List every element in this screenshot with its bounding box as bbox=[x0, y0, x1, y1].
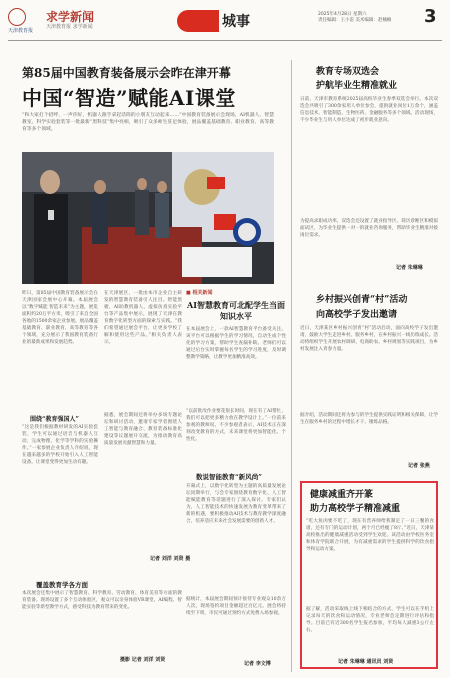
bottom-left-body: 本次展会还集中展示了智慧教育、科学教育、劳动教育、体育美育等方面的教育装备。现场设置了多个互动体验区，观众可以亲身体验VR课堂、AI编程、智能实验等新型教学方式，感受科技为教育带来的变化。 bbox=[22, 591, 182, 610]
highlight-title-b: 助力高校学子精准减重 bbox=[310, 504, 401, 514]
lead-intro: “和大家打个招呼，一声你好，机器人跟手拿起话筒的小朋友互动起来……”中国教育装备展示会现场，AI机器人、智慧教室、科学实验套装等一批最新“黑科技”集中亮相，吸引了众多师生驻足体验，展品覆盖基础教育、职业教育、高等教育等多个领域。 bbox=[22, 113, 274, 132]
lead-title: 中国“智造”赋能AI课堂 bbox=[22, 86, 236, 110]
exhibition-photo bbox=[22, 152, 274, 284]
lead-body-col1: 昨日，第85届中国教育装备展示会在天津国家会展中心开幕。本届展会以“数字赋能 智造未来”为主题，展览面积约20万平方米，吸引了来自全国各地的1500余家企业参展。展品覆盖基础教育、职业教育、高等教育等各个领域，充分展示了我国教育装备行业的最新成果和发展趋势。 bbox=[22, 291, 98, 345]
editor-info: 责任编辑：王小雷 美术编辑：赵楠楠 bbox=[318, 18, 392, 23]
lead-body-col2b: 据悉，展会期间还将举办多场专题论坛和研讨活动，邀请专家学者围绕人工智能与教育融合、教育装备标准化建设等议题展开交流，为推动教育高质量发展贡献智慧和力量。 bbox=[104, 413, 182, 446]
column-divider bbox=[291, 60, 292, 672]
right-top-title-a: 教育专场双选会 bbox=[316, 67, 380, 77]
right-mid-title-a: 乡村振兴创青“村”活动 bbox=[316, 295, 408, 305]
date-info: 2025年4月28日 星期六 bbox=[318, 12, 367, 17]
highlight-title-a: 健康减重齐开篆 bbox=[310, 490, 374, 500]
middle-body-1: 在本届展会上，一款AI智慧教育平台备受关注。该平台可以根据学生的学习情况，自动生成个性化的学习方案，帮助学生查漏补缺。老师们可以通过后台实时掌握每名学生的学习进度，及时调整教学策略，让教学更加精准高效。 bbox=[186, 327, 286, 360]
lead-photo bbox=[22, 152, 274, 284]
bottom-left-subhead: 覆盖教育学各方面 bbox=[36, 581, 88, 589]
lead-byline: 记者 刘洋 刘贤 摄 bbox=[150, 556, 191, 562]
highlight-body: “吃大鱼肉要不吃了，现在有营养师给我制定了一日三餐的食谱，还有专门的运动计划，两个月已经瘦了8斤。”近日，天津某高校推出的健康减重活动受到学生欢迎。该活动由学校医务室和体育学院联合开展，为有减重需求的学生提供科学的饮食指导和运动方案。 bbox=[306, 519, 434, 552]
header-rule bbox=[8, 40, 442, 41]
paper-subtitle: 天津教育报 求学新闻 bbox=[46, 24, 93, 30]
related-news-tag: ■ 相关新闻 bbox=[186, 290, 213, 296]
highlight-body-2: 据了解，活动采取线上线下相结合的方式，学生可以在手机上记录每天的饮食和运动情况，专业老师会定期进行评估和指导。目前已有近300名学生报名参加，平均每人减重3公斤左右。 bbox=[306, 607, 434, 633]
center-body: 开幕式上，以数字化转型为主题的高质量发展论坛同期举行，与会专家围绕教育数字化、人工智能赋能教育等话题进行了深入探讨。专家们认为，人工智能技术的快速发展为教育变革带来了新的机遇，要积极推动AI技术与教育教学深度融合，培养适应未来社会发展需要的创新人才。 bbox=[186, 484, 286, 524]
page-number: 3 bbox=[424, 6, 437, 27]
middle-title: AI智慧教育可北配学生当面知识水平 bbox=[187, 300, 285, 321]
right-mid-body: 近日，天津某区乡村振兴创青“村”活动启动，面向高校学子发出邀请，鼓励大学生走进乡村、服务乡村，在乡村振兴一线历练成长。活动将组织学生开展农村调研、电商助农、乡村规划等实践项目，为乡村发展注入青春力量。 bbox=[300, 326, 438, 352]
bottom-left-byline: 摄影 记者 刘洋 刘贤 bbox=[120, 657, 166, 663]
center-body-2: 据统计，本届展会期间预计接待专业观众10余万人次，现场签约项目金额超过百亿元。展会将持续至下周，市民可通过预约方式免费入场参观。 bbox=[186, 597, 286, 616]
section-name: 城事 bbox=[222, 14, 250, 30]
right-top-body: 日前，天津市教育系统2025届高校毕业生春季双选会举行。本次双选会共吸引了300余家用人单位参会，提供就业岗位1万余个，涵盖信息技术、智能制造、生物医药、金融服务等多个领域。活动现场，不少毕业生与用人单位达成了初步就业意向。 bbox=[300, 97, 438, 123]
right-top-byline: 记者 朱琳琳 bbox=[396, 265, 423, 271]
lead-subhead-1: 围绕“教育强国人” bbox=[30, 416, 79, 423]
logo-text: 天津教育报 bbox=[8, 28, 34, 34]
lead-body-col1b: “这是我们根据教材研发的AI实验套装，学生可以通过语音与机器人互动，完成物理、化学等学科的实验操作。”一家参展企业负责人介绍说，现在越来越多的学校开始引入人工智能设备，让课堂变得更加生动有趣。 bbox=[22, 425, 98, 465]
newspaper-logo bbox=[8, 8, 33, 34]
paper-name: 求学新闻 bbox=[46, 10, 95, 24]
highlight-byline: 记者 朱琳琳 通讯员 刘贤 bbox=[338, 659, 394, 665]
header-info bbox=[318, 12, 418, 24]
middle-byline: 记者 李文博 bbox=[244, 661, 271, 667]
section-tab bbox=[177, 10, 219, 32]
right-mid-body-2: 据介绍，活动期间还将为参与的学生提供实践证明和相关保障，让学生在服务乡村的过程中增长才干、锤炼品格。 bbox=[300, 413, 438, 425]
lead-kicker: 第85届中国教育装备展示会昨在津开幕 bbox=[22, 66, 231, 80]
right-top-title-b: 护航毕业生精准就业 bbox=[316, 81, 398, 91]
middle-body-2: “以前批改作业要花很长时间，现在有了AI帮忙，我们可以把更多精力放在教学设计上。”一位前来参观的教师说。不少参观者表示，AI技术正在深刻改变教育的方式，未来课堂将更加智能化、个性化。 bbox=[186, 409, 286, 442]
center-subhead: 数说智能教育“新风尚” bbox=[196, 473, 262, 481]
right-mid-title-b: 向高校学子发出邀请 bbox=[316, 310, 398, 320]
lead-body-col2: 在天津展区，一批由本市企业自主研发的智慧教育装备引人注目。智能黑板、AI助教机器人、虚拟仿真实验平台等产品集中展示，展现了天津在教育数字化转型方面的探索与实践。“我们希望通过展会平台，让更多学校了解和使用这些产品。”相关负责人表示。 bbox=[104, 291, 182, 345]
right-mid-byline: 记者 张燕 bbox=[408, 463, 430, 469]
logo-seal-icon bbox=[8, 8, 26, 26]
right-top-body-2: 为提高求职成功率，双选会还设置了就业指导区、简历诊断区和模拟面试区，为毕业生提供一对一的就业咨询服务，帮助毕业生精准对接岗位需求。 bbox=[300, 219, 438, 238]
